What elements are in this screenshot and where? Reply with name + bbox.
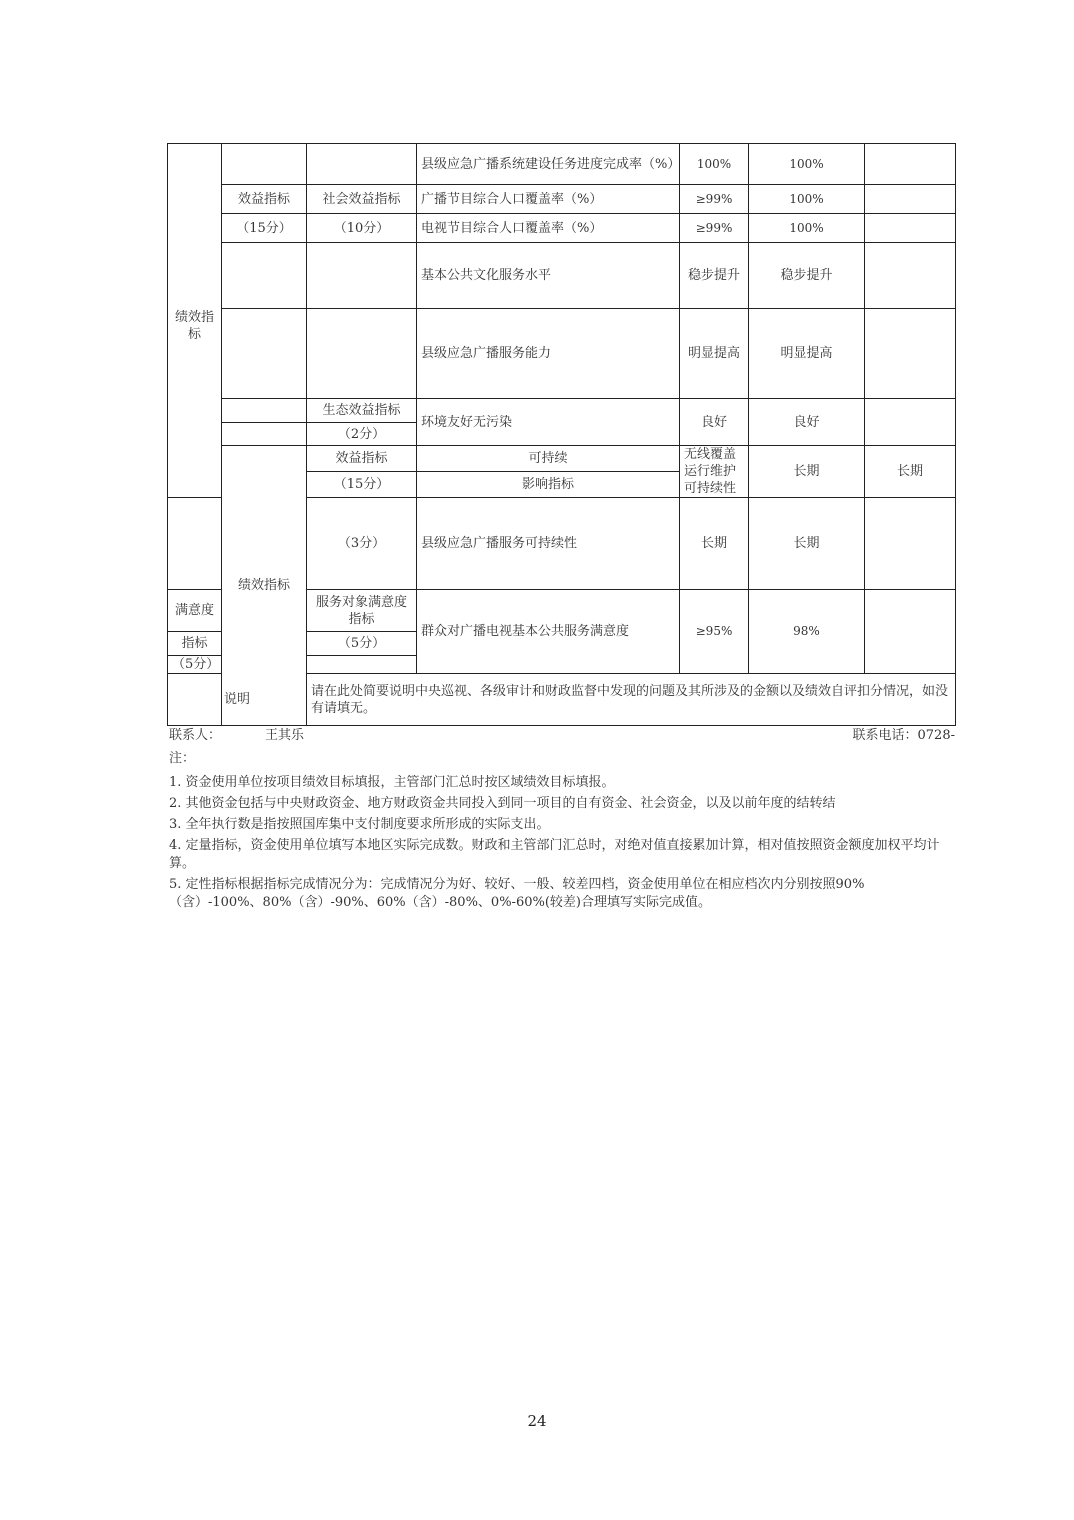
table-row [168, 446, 956, 472]
note-item: 5. 定性指标根据指标完成情况分为：完成情况分为好、较好、一般、较差四档，资金使用单位在相应档次内分别按照90%（含）-100%、80%（含）-90%、60%（含）-80%、0%-60%(较差)合理填写实际完成值。 [169, 877, 865, 910]
table-row [168, 309, 956, 399]
level1-cell: 绩效指标 [222, 446, 307, 726]
notes-section [169, 750, 955, 915]
level2-cell: （15分） [307, 472, 417, 498]
note-item: 3. 全年执行数是指按照国库集中支付制度要求所形成的实际支出。 [169, 817, 550, 832]
level2-cell: 效益指标 [307, 446, 417, 472]
actual-cell: 100% [749, 214, 865, 243]
note-item: 2. 其他资金包括与中央财政资金、地方财政资金共同投入到同一项目的自有资金、社会资金，以及以前年度的结转结 [169, 796, 836, 811]
actual-cell: 长期 [749, 498, 865, 590]
contact-phone: 联系电话：0728- [852, 728, 955, 743]
indicator-cell: 基本公共文化服务水平 [417, 243, 680, 309]
target-cell: 明显提高 [680, 309, 749, 399]
level3-cell: 可持续 [417, 446, 680, 472]
note-item: 4. 定量指标，资金使用单位填写本地区实际完成数。财政和主管部门汇总时，对绝对值直接累加计算，相对值按照资金额度加权平均计算。 [169, 838, 940, 871]
contact-name: 王其乐 [265, 728, 305, 743]
table-row [168, 185, 956, 214]
actual-cell: 100% [749, 144, 865, 185]
indicator-cell: 电视节目综合人口覆盖率（%） [417, 214, 680, 243]
level3-cell: （10分） [307, 214, 417, 243]
level3-cell: 生态效益指标 [307, 399, 417, 423]
indicator-cell: 无线覆盖运行维护可持续性 [680, 446, 749, 498]
actual-cell: 良好 [749, 399, 865, 446]
level3-cell: 影响指标 [417, 472, 680, 498]
actual-cell: 明显提高 [749, 309, 865, 399]
target-cell: 长期 [680, 498, 749, 590]
notes-title: 注： [169, 751, 196, 766]
note-label: 说明 [168, 674, 307, 726]
note-item: 1. 资金使用单位按项目绩效目标填报，主管部门汇总时按区域绩效目标填报。 [169, 775, 615, 790]
page-number: 24 [527, 1412, 547, 1430]
level2-cell: 满意度 [168, 590, 222, 632]
level2-cell: 效益指标 [222, 185, 307, 214]
actual-cell: 98% [749, 590, 865, 674]
level2-cell: （5分） [168, 656, 222, 674]
contact-row [169, 727, 955, 745]
target-cell: 稳步提升 [680, 243, 749, 309]
target-cell: 良好 [680, 399, 749, 446]
indicator-cell: 环境友好无污染 [417, 399, 680, 446]
target-cell: 长期 [749, 446, 865, 498]
table-row [168, 399, 956, 423]
level3-cell: （3分） [307, 498, 417, 590]
target-cell: 100% [680, 144, 749, 185]
performance-table [167, 143, 956, 726]
note-text: 请在此处简要说明中央巡视、各级审计和财政监督中发现的问题及其所涉及的金额以及绩效自评扣分情况，如没有请填无。 [307, 674, 956, 726]
indicator-cell: 广播节目综合人口覆盖率（%） [417, 185, 680, 214]
level3-cell: （2分） [307, 423, 417, 446]
actual-cell: 稳步提升 [749, 243, 865, 309]
level1-cell: 绩效指标 [168, 144, 222, 498]
level2-cell: 指标 [168, 632, 222, 656]
table-row [168, 674, 956, 726]
table-row [168, 214, 956, 243]
level3-cell: （5分） [307, 632, 417, 656]
table-row [168, 144, 956, 185]
table-row [168, 243, 956, 309]
level3-cell: 社会效益指标 [307, 185, 417, 214]
actual-cell: 100% [749, 185, 865, 214]
level3-cell: 服务对象满意度指标 [307, 590, 417, 632]
actual-cell: 长期 [865, 446, 956, 498]
target-cell: ≥99% [680, 185, 749, 214]
level2-cell: （15分） [222, 214, 307, 243]
indicator-cell: 县级应急广播服务能力 [417, 309, 680, 399]
contact-label: 联系人： [169, 728, 222, 743]
target-cell: ≥95% [680, 590, 749, 674]
indicator-cell: 县级应急广播服务可持续性 [417, 498, 680, 590]
indicator-cell: 县级应急广播系统建设任务进度完成率（%） [417, 144, 680, 185]
indicator-cell: 群众对广播电视基本公共服务满意度 [417, 590, 680, 674]
target-cell: ≥99% [680, 214, 749, 243]
